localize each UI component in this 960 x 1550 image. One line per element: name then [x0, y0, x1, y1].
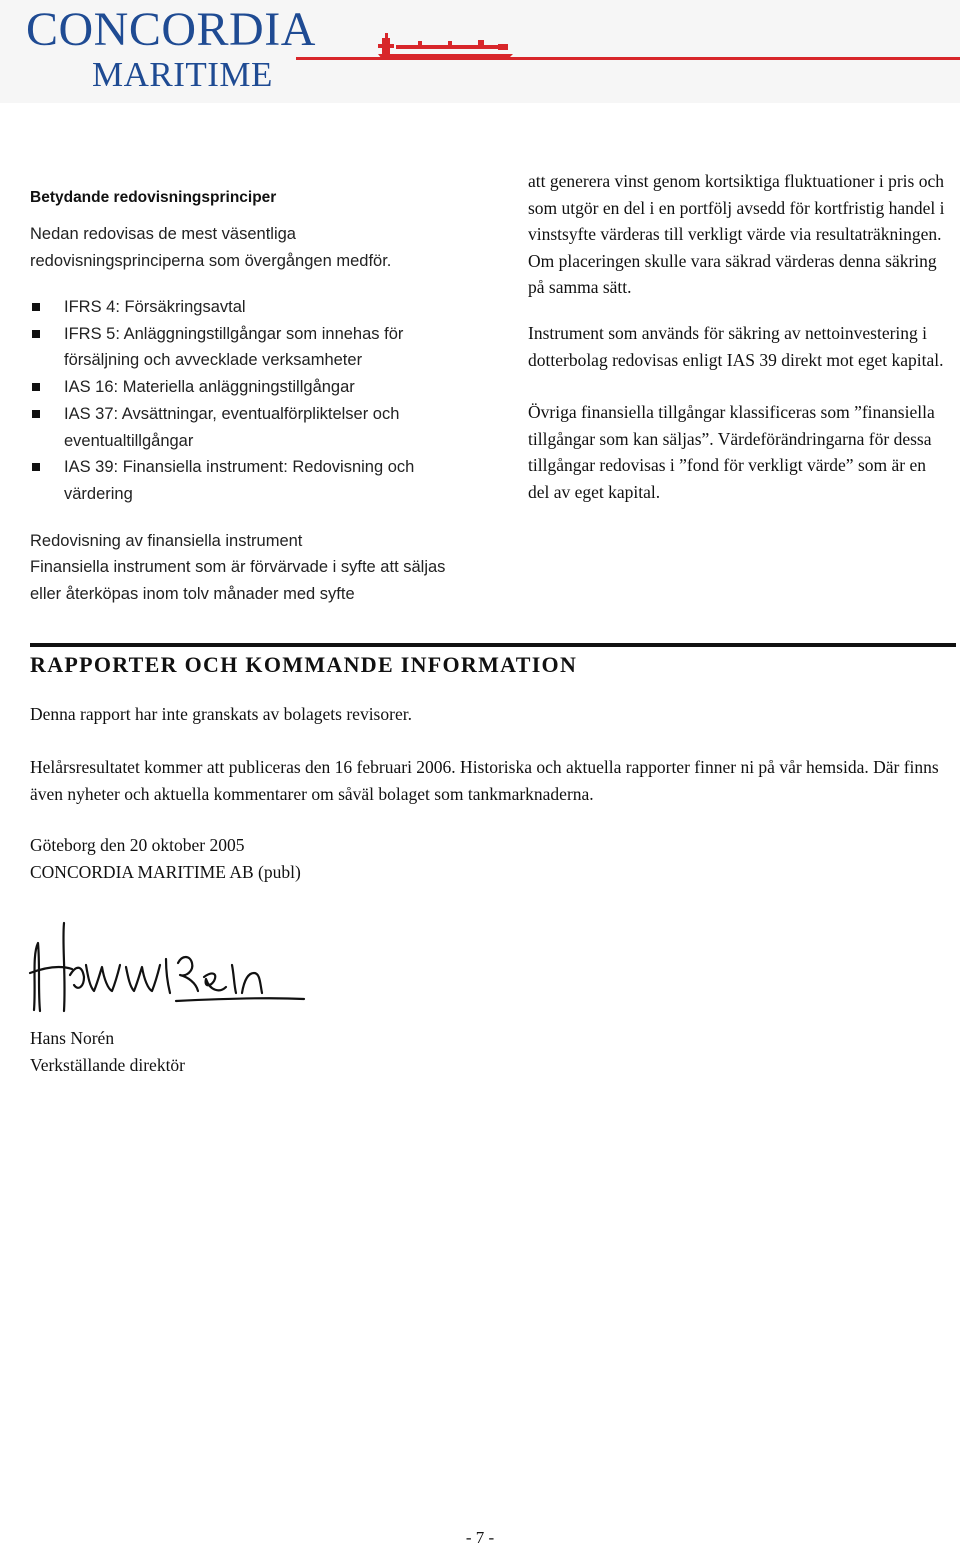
list-item [30, 374, 480, 401]
list-item [30, 401, 480, 454]
document-header [0, 0, 960, 103]
handwritten-signature [26, 915, 308, 1020]
list-item [30, 454, 480, 507]
other-assets-paragraph: Övriga finansiella tillgångar klassificeras som ”finansiella tillgångar som kan säljas”. Värdeförändringarna för dessa tillgångar redovisas i ”fond för verkligt värde” som är en del av eget kapital. [528, 402, 935, 502]
financial-instruments-block [30, 528, 480, 608]
right-column [528, 168, 948, 506]
valuation-paragraph: att generera vinst genom kortsiktiga fluktuationer i pris och som utgör en del i en portfölj avsedd för kortfristig handel i vinstsyfte värderas till verkligt värde via resultaträkningen. Om placeringen skulle vara säkrad värderas denna säkring på samma sätt. [528, 171, 945, 298]
signer-name: Hans Norén [30, 1028, 115, 1048]
list-item-text: IFRS 5: Anläggningstillgångar som innehas för försäljning och avvecklade verksamheter [64, 324, 404, 370]
hedging-paragraph: Instrument som används för säkring av nettoinvestering i dotterbolag redovisas enligt IAS 39 direkt mot eget kapital. [528, 322, 944, 370]
square-bullet-icon [32, 330, 40, 338]
list-item-text: IAS 39: Finansiella instrument: Redovisning och värdering [64, 458, 415, 503]
signer-title: Verkställande direktör [30, 1055, 186, 1075]
intro-line: redovisningsprinciperna som övergången medför. [30, 251, 392, 270]
list-item [30, 321, 480, 374]
place-and-date: Göteborg den 20 oktober 2005 [30, 835, 245, 855]
square-bullet-icon [32, 410, 40, 418]
financial-instruments-text: Finansiella instrument som är förvärvade i syfte att säljas eller återköpas inom tolv månader med syfte [30, 558, 446, 603]
square-bullet-icon [32, 463, 40, 471]
list-item-text: IAS 37: Avsättningar, eventualförpliktelser och eventualtillgångar [64, 404, 400, 450]
company-name: CONCORDIA MARITIME AB (publ) [30, 862, 301, 882]
section-divider [30, 643, 956, 647]
left-column [30, 185, 480, 607]
list-item [30, 294, 480, 321]
tanker-ship-icon [378, 32, 513, 60]
publication-note: Helårsresultatet kommer att publiceras den 16 februari 2006. Historiska och aktuella rapporter finner ni på vår hemsida. Där finns även nyheter och aktuella kommentarer om såväl bolaget som tankmarknaderna. [30, 757, 939, 804]
logo-wordmark-line2: MARITIME [92, 55, 273, 94]
list-item-text: IFRS 4: Försäkringsavtal [64, 298, 246, 316]
financial-instruments-subheading: Redovisning av finansiella instrument [30, 531, 303, 550]
reports-section-heading: RAPPORTER OCH KOMMANDE INFORMATION [30, 652, 578, 677]
audit-note: Denna rapport har inte granskats av bolagets revisorer. [30, 704, 412, 724]
list-item-text: IAS 16: Materiella anläggningstillgångar [64, 378, 355, 397]
page-number: - 7 - [465, 1528, 495, 1547]
company-logo [26, 3, 316, 94]
logo-wordmark-line1: CONCORDIA [26, 3, 316, 56]
intro-line: Nedan redovisas de mest väsentliga [30, 225, 296, 243]
accounting-principles-heading: Betydande redovisningsprinciper [30, 189, 277, 206]
square-bullet-icon [32, 303, 40, 311]
standards-list [30, 294, 480, 508]
square-bullet-icon [32, 383, 40, 391]
accounting-principles-intro [30, 221, 480, 274]
